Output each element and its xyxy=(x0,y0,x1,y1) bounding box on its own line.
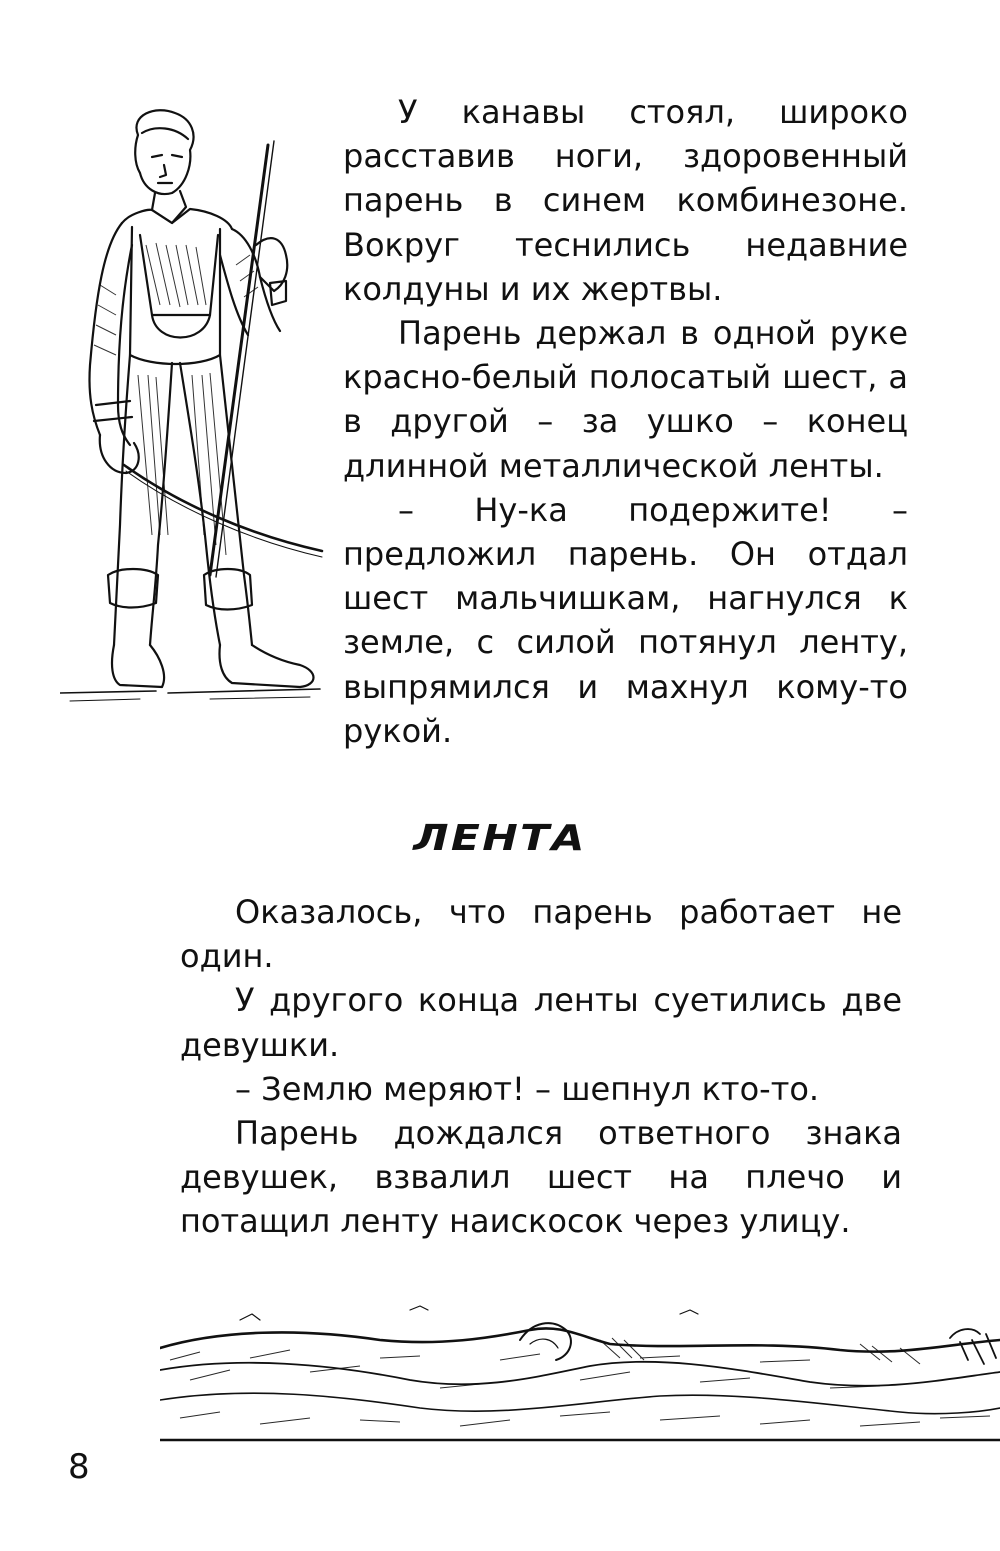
story-text-bottom xyxy=(180,890,902,1244)
landscape-illustration xyxy=(160,1300,1000,1450)
story-text-top xyxy=(343,90,908,753)
paragraph: – Ну-ка подержите! – предложил парень. Он отдал шест мальчишкам, нагнулся к земле, с силой потянул ленту, выпрямился и махнул кому-то рукой. xyxy=(343,490,908,750)
man-with-pole-illustration xyxy=(60,105,330,705)
paragraph: Оказалось, что парень работает не один. xyxy=(180,893,902,976)
paragraph: Парень держал в одной руке красно-белый полосатый шест, а в другой – за ушко – конец длинной металлической ленты. xyxy=(343,314,908,485)
paragraph: У другого конца ленты суетились две девушки. xyxy=(180,981,902,1064)
page-number: 8 xyxy=(68,1447,90,1487)
paragraph: У канавы стоял, широко расставив ноги, здоровенный парень в синем комбинезоне. Вокруг теснились недавние колдуны и их жертвы. xyxy=(343,93,908,308)
chapter-heading: ЛЕНТА xyxy=(413,818,587,859)
paragraph: – Землю меряют! – шепнул кто-то. xyxy=(235,1069,820,1108)
paragraph: Парень дождался ответного знака девушек, взвалил шест на плечо и потащил ленту наискосок через улицу. xyxy=(180,1114,902,1241)
